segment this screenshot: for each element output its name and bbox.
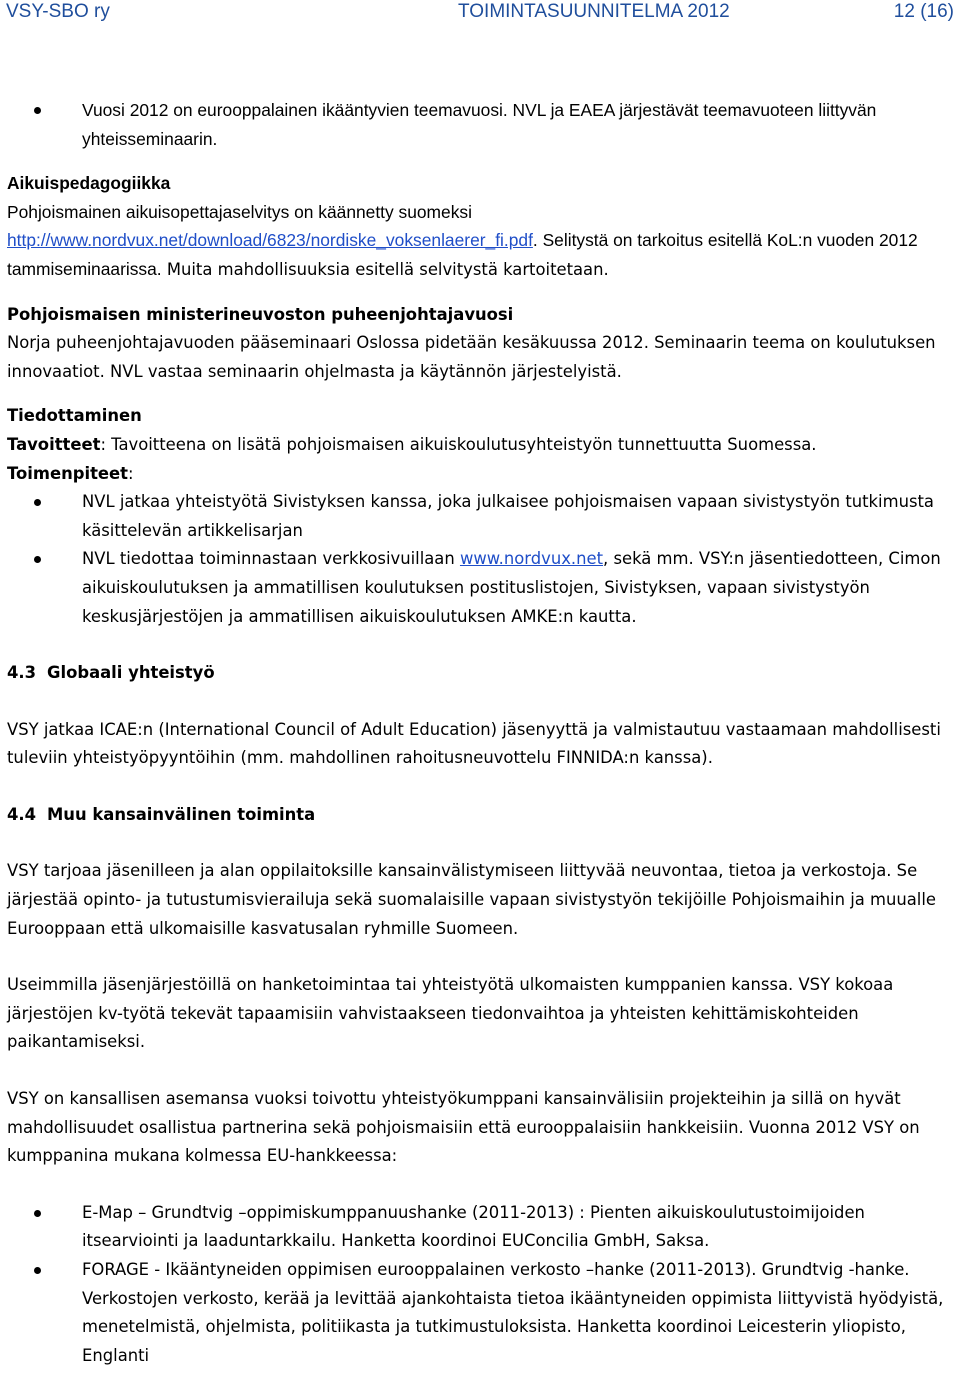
header-page-number: 12 (16) [893, 1, 954, 22]
tiedottaminen-actions [7, 460, 952, 489]
list-item [7, 1199, 952, 1256]
intro-list [7, 96, 952, 153]
tiedottaminen-goals [7, 431, 952, 460]
action-bullet-2-pre: NVL tiedottaa toiminnastaan verkkosivuillaan [82, 549, 460, 569]
eu-project-emap: E-Map – Grundtvig –oppimiskumppanuushanke (2011-2013) : Pienten aikuiskoulutustoimijoiden itsearviointi ja laaduntarkkailu. Hanketta koordinoi EUConcilia GmbH, Saksa. [82, 1202, 865, 1251]
actions-label: Toimenpiteet [7, 463, 128, 483]
aikuispedagogiikka-title: Aikuispedagogiikka [7, 173, 171, 194]
section-4-4-paragraph-2: Useimmilla jäsenjärjestöillä on hanketoimintaa tai yhteistyötä ulkomaisten kumppanien kanssa. VSY kokoaa järjestöjen kv-työtä tekevät tapaamisiin vahvistaakseen tiedonvaihtoa ja yhteisten kehittämiskohteiden paikantamiseksi. [7, 975, 894, 1052]
ministerineuvosto-text: Norja puheenjohtajavuoden pääseminaari Oslossa pidetään kesäkuussa 2012. Seminaarin teema on koulutuksen innovaatiot. NVL vastaa seminaarin ohjelmasta ja käytännön järjestelyistä. [7, 333, 936, 381]
action-bullet-2-post: , sekä mm. VSY:n jäsentiedotteen, Cimon aikuiskoulutuksen ja ammatillisen koulutuksen postituslistojen, Sivistyksen, vapaan sivistystyön keskusjärjestöjen ja ammatillisen aikuiskoulutuksen AMKE:n kautta. [82, 549, 941, 626]
section-4-4-paragraph-1: VSY tarjoaa jäsenilleen ja alan oppilaitoksille kansainvälistymiseen liittyvää neuvontaa, tietoa ja verkostoja. Se järjestää opinto- ja tutustumisvierailuja sekä suomalaisille vapaan sivistystyön tekijöille Pohjoismaihin ja muualle Eurooppaan että ulkomaisille kasvatusalan ryhmille Suomeen. [7, 861, 936, 938]
nordvux-link[interactable]: www.nordvux.net [459, 549, 604, 569]
section-4-4-number: 4.4 [7, 804, 37, 824]
tiedottaminen-section [7, 402, 952, 631]
list-item [7, 488, 952, 545]
aikuispedagogiikka-after-link: . Selitystä on tarkoitus esitellä KoL:n vuoden 2012 tammiseminaarissa. [7, 230, 918, 279]
actions-list [7, 488, 952, 631]
goals-text: : Tavoitteena on lisätä pohjoismaisen aikuiskoulutusyhteistyön tunnettuutta Suomessa. [100, 434, 817, 454]
list-item [7, 545, 952, 631]
list-item [7, 1256, 952, 1370]
eu-projects-list [7, 1199, 952, 1371]
aikuispedagogiikka-section [7, 169, 952, 284]
header-document-title: TOIMINTASUUNNITELMA 2012 [458, 1, 730, 22]
section-4-3-heading [7, 659, 952, 688]
section-4-3-title: Globaali yhteistyö [47, 663, 215, 683]
aikuispedagogiikka-line1: Pohjoismainen aikuisopettajaselvitys on käännetty suomeksi [7, 201, 472, 222]
goals-label: Tavoitteet [7, 434, 101, 454]
aikuispedagogiikka-text [7, 198, 952, 285]
section-4-3 [7, 659, 952, 773]
intro-bullet-text: Vuosi 2012 on eurooppalainen ikääntyvien teemavuosi. NVL ja EAEA järjestävät teemavuoteen liittyvän yhteisseminaarin. [82, 100, 877, 149]
section-4-4-title: Muu kansainvälinen toiminta [47, 804, 316, 824]
selvitys-pdf-link[interactable]: http://www.nordvux.net/download/6823/nordiske_voksenlaerer_fi.pdf [7, 230, 533, 251]
section-4-3-text: VSY jatkaa ICAE:n (International Council of Adult Education) jäsenyyttä ja valmistautuu vastaamaan mahdollisesti tuleviin yhteistyöpyyntöihin (mm. mahdollinen rahoitusneuvottelu FINNIDA:n kanssa). [7, 719, 941, 768]
tiedottaminen-title: Tiedottaminen [7, 406, 142, 426]
action-bullet-1: NVL jatkaa yhteistyötä Sivistyksen kanssa, joka julkaisee pohjoismaisen vapaan sivistystyön tutkimusta käsittelevän artikkelisarjan [82, 492, 934, 540]
section-4-4-paragraph-3: VSY on kansallisen asemansa vuoksi toivottu yhteistyökumppani kansainvälisiin projekteihin ja sillä on hyvät mahdollisuudet osallistua partnerina sekä pohjoismaisiin että eurooppalaisiin hankkeisiin. Vuonna 2012 VSY on kumppanina mukana kolmessa EU-hankkeessa: [7, 1089, 920, 1166]
section-4-4-heading [7, 801, 952, 830]
section-4-4 [7, 801, 952, 1371]
eu-project-forage: FORAGE - Ikääntyneiden oppimisen eurooppalainen verkosto –hanke (2011-2013). Grundtvig -hanke. Verkostojen verkosto, kerää ja levittää ajankohtaista tietoa ikääntyneiden oppimista liittyvistä hyödyistä, menetelmistä, ohjelmista, politiikasta ja tutkimustuloksista. Hanketta koordinoi Leicesterin yliopisto, Englanti [82, 1260, 944, 1365]
list-item [7, 96, 952, 153]
document-body [7, 96, 952, 1370]
page-header [6, 0, 954, 24]
aikuispedagogiikka-last: Muita mahdollisuuksia esitellä selvitystä kartoitetaan. [161, 259, 609, 279]
ministerineuvosto-section [7, 301, 952, 387]
header-organization: VSY-SBO ry [6, 1, 110, 22]
actions-colon: : [128, 463, 134, 483]
ministerineuvosto-title: Pohjoismaisen ministerineuvoston puheenjohtajavuosi [7, 304, 514, 324]
section-4-3-number: 4.3 [7, 663, 37, 683]
